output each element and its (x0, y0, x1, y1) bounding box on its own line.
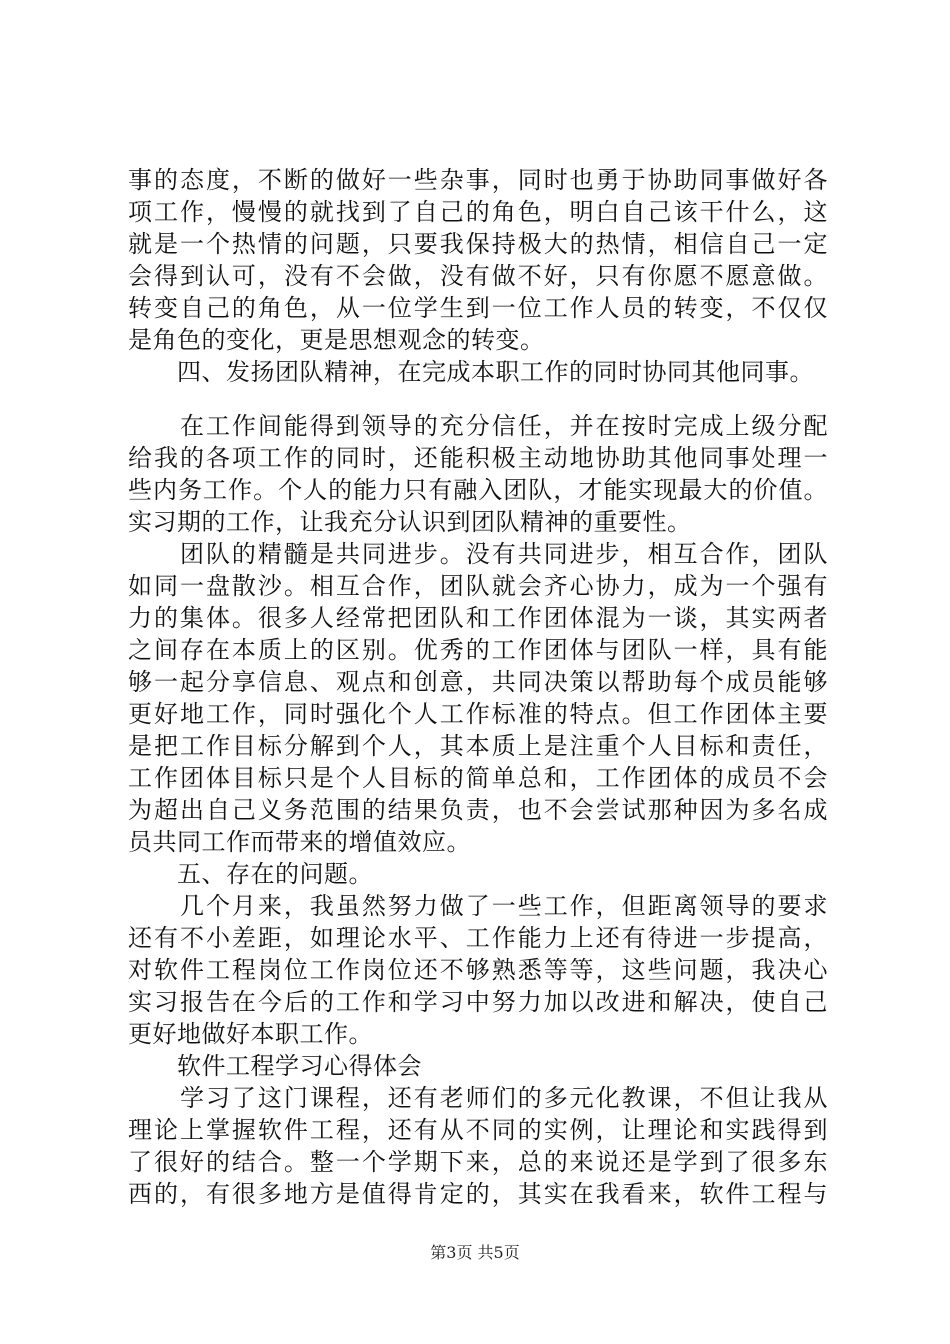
text-line: 如同一盘散沙。相互合作，团队就会齐心协力，成为一个强有 (128, 572, 828, 600)
text-line: 给我的各项工作的同时，还能积极主动地协助其他同事处理一 (128, 444, 828, 472)
text-line: 在工作间能得到领导的充分信任，并在按时完成上级分配 (128, 412, 828, 440)
text-line: 力的集体。很多人经常把团队和工作团体混为一谈，其实两者 (128, 604, 828, 632)
text-line: 够一起分享信息、观点和创意，共同决策以帮助每个成员能够 (128, 668, 828, 696)
text-line: 了很好的结合。整一个学期下来，总的来说还是学到了很多东 (128, 1148, 828, 1176)
text-line: 还有不小差距，如理论水平、工作能力上还有待进一步提高， (128, 924, 828, 952)
text-line: 是角色的变化，更是思想观念的转变。 (128, 326, 545, 354)
text-line: 理论上掌握软件工程，还有从不同的实例，让理论和实践得到 (128, 1116, 828, 1144)
text-line: 为超出自己义务范围的结果负责，也不会尝试那种因为多名成 (128, 796, 828, 824)
text-line: 对软件工程岗位工作岗位还不够熟悉等等，这些问题，我决心 (128, 956, 828, 984)
text-line: 员共同工作而带来的增值效应。 (128, 828, 471, 856)
page-number-footer: 第3页 共5页 (430, 1243, 520, 1262)
text-line: 会得到认可，没有不会做，没有做不好，只有你愿不愿意做。 (128, 262, 828, 290)
document-body (128, 164, 828, 1210)
text-line: 更好地工作，同时强化个人工作标准的特点。但工作团体主要 (128, 700, 828, 728)
text-line: 之间存在本质上的区别。优秀的工作团体与团队一样，具有能 (128, 636, 828, 664)
text-line: 西的，有很多地方是值得肯定的，其实在我看来，软件工程与 (128, 1180, 828, 1208)
text-line: 更好地做好本职工作。 (128, 1020, 373, 1048)
section-heading: 五、存在的问题。 (128, 860, 373, 888)
text-line: 学习了这门课程，还有老师们的多元化教课，不但让我从 (128, 1084, 828, 1112)
text-line: 工作团体目标只是个人目标的简单总和，工作团体的成员不会 (128, 764, 828, 792)
text-line: 实习报告在今后的工作和学习中努力加以改进和解决，使自己 (128, 988, 828, 1016)
text-line: 项工作，慢慢的就找到了自己的角色，明白自己该干什么，这 (128, 198, 828, 226)
section-heading: 四、发扬团队精神，在完成本职工作的同时协同其他同事。 (128, 358, 814, 386)
paragraph-gap (128, 388, 828, 410)
text-line: 就是一个热情的问题，只要我保持极大的热情，相信自己一定 (128, 230, 828, 258)
text-line: 是把工作目标分解到个人，其本质上是注重个人目标和责任， (128, 732, 828, 760)
text-line: 转变自己的角色，从一位学生到一位工作人员的转变，不仅仅 (128, 294, 828, 322)
text-line: 实习期的工作，让我充分认识到团队精神的重要性。 (128, 508, 692, 536)
section-heading: 软件工程学习心得体会 (128, 1052, 422, 1080)
text-line: 团队的精髓是共同进步。没有共同进步，相互合作，团队 (128, 540, 828, 568)
text-line: 事的态度，不断的做好一些杂事，同时也勇于协助同事做好各 (128, 166, 828, 194)
text-line: 几个月来，我虽然努力做了一些工作，但距离领导的要求 (128, 892, 828, 920)
text-line: 些内务工作。个人的能力只有融入团队，才能实现最大的价值。 (128, 476, 828, 504)
